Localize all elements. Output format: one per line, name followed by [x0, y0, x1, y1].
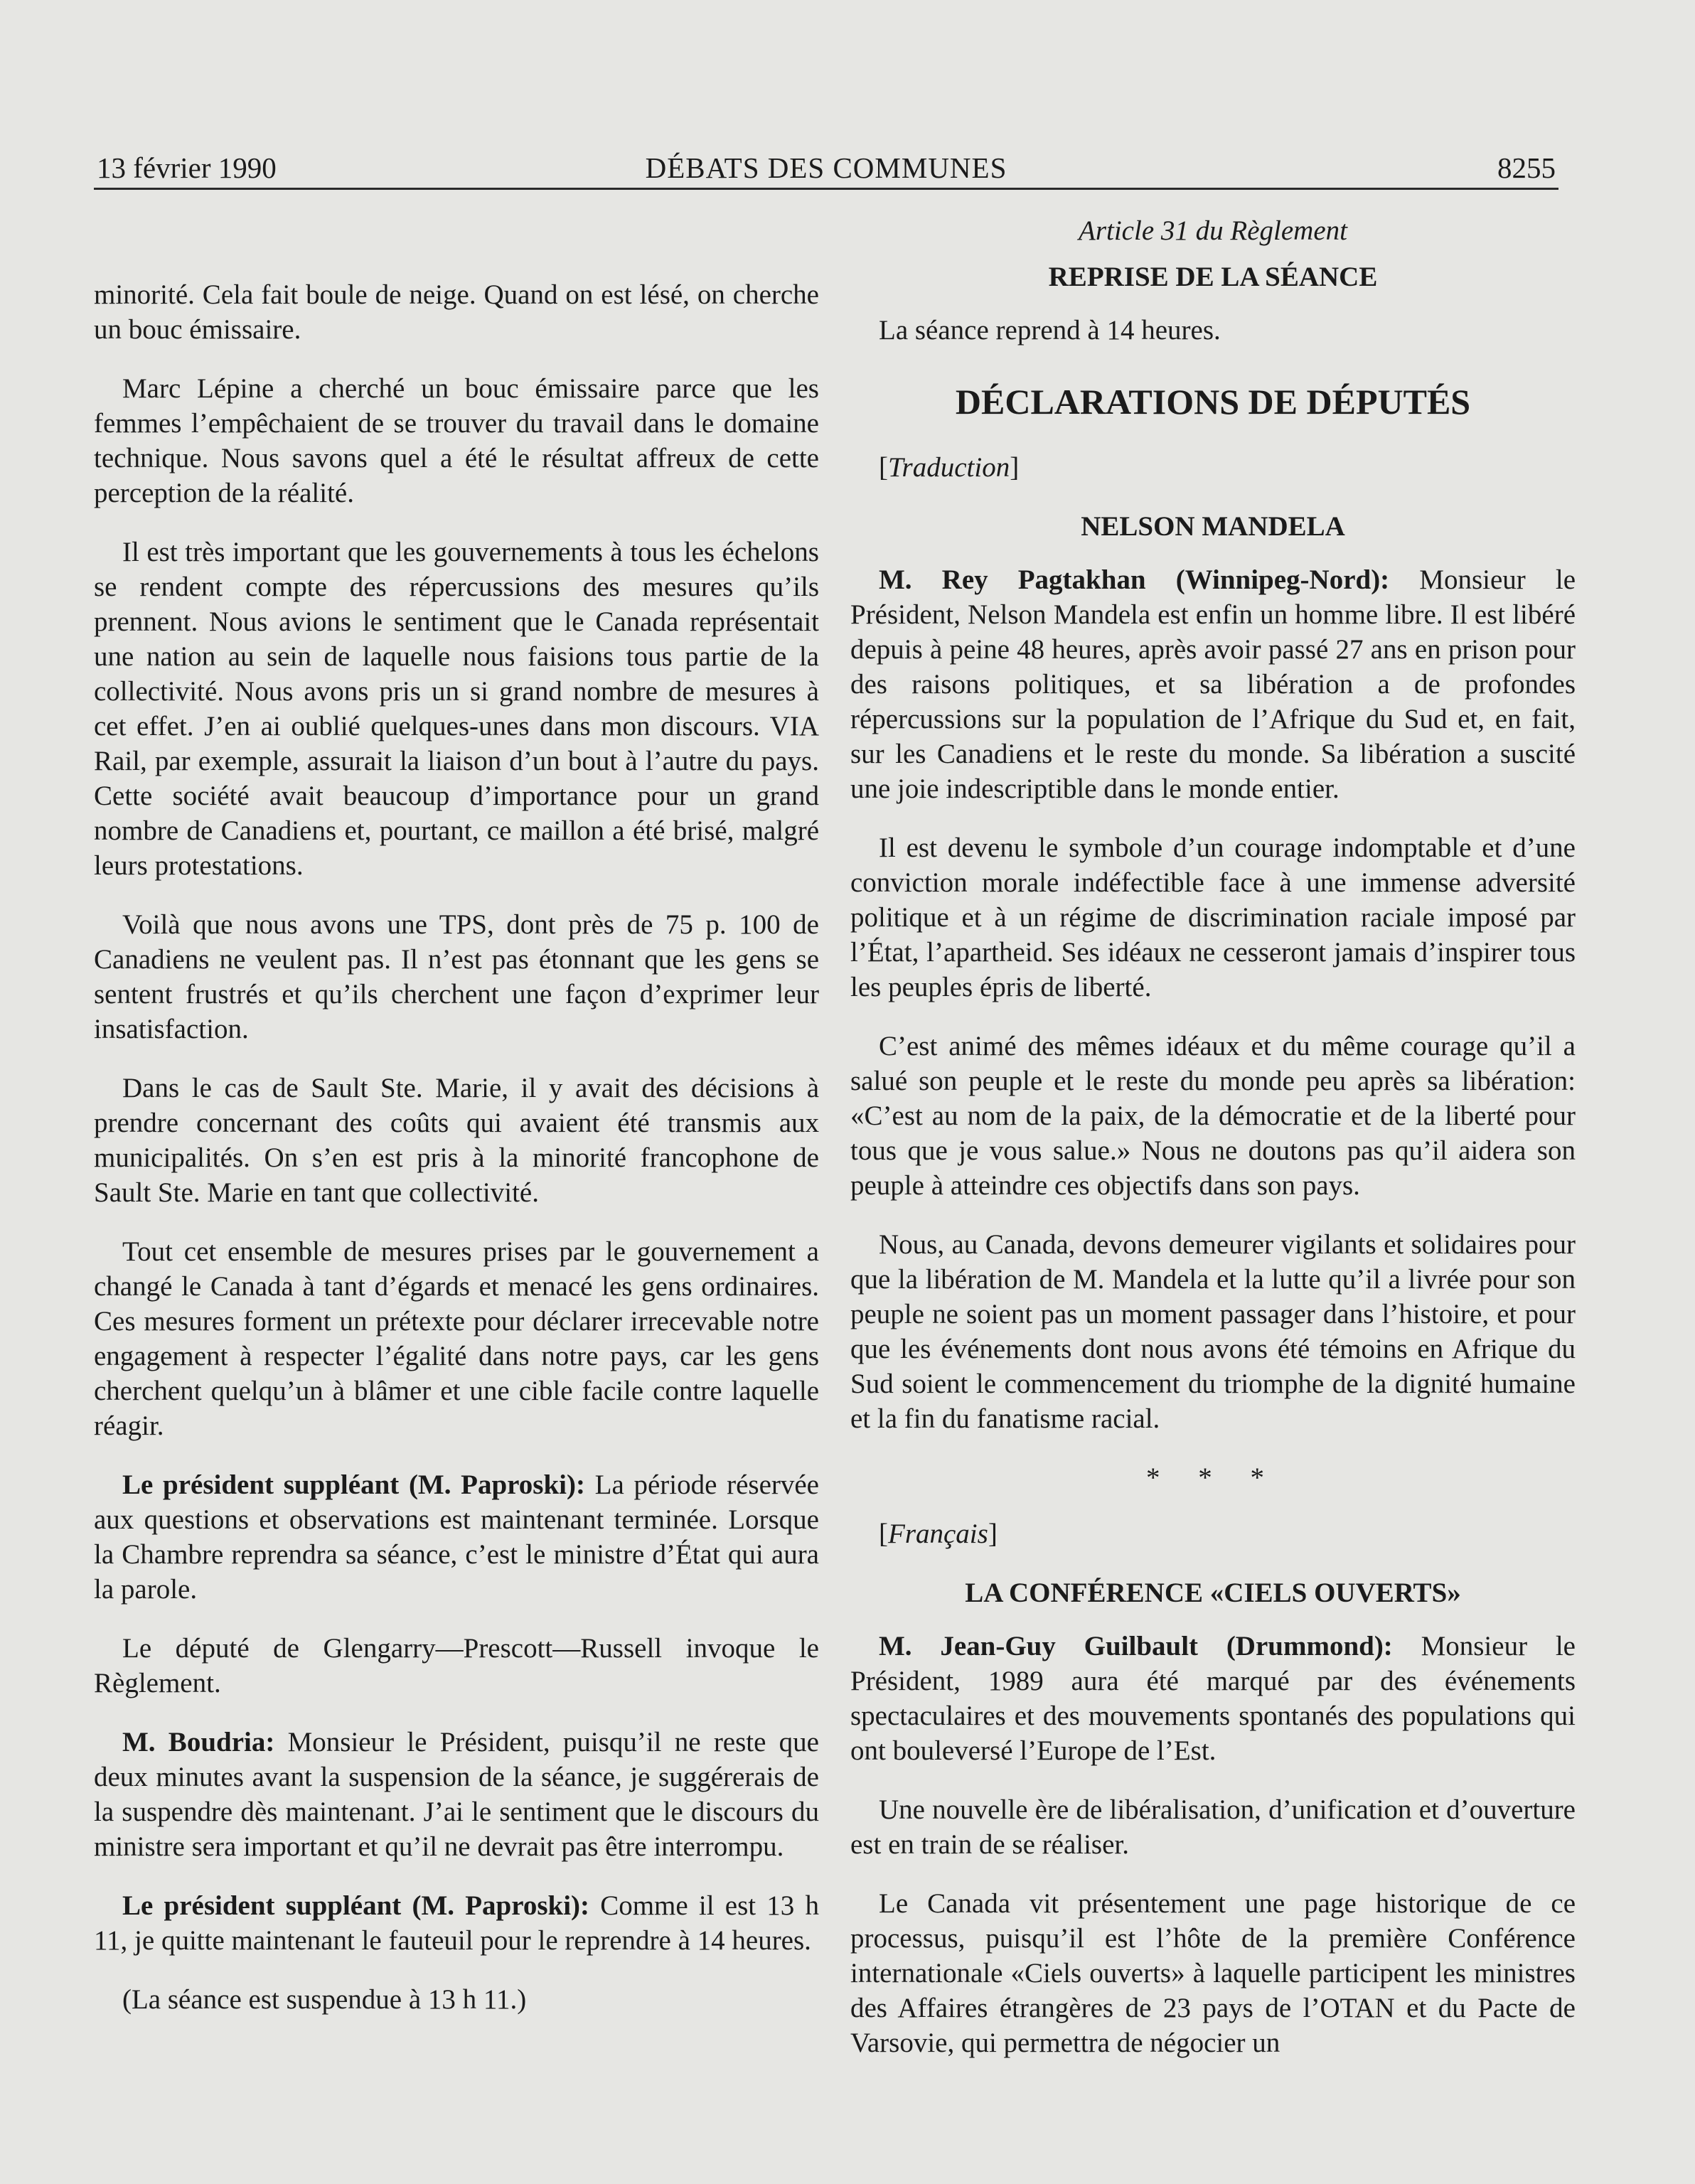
speaker-name: M. Boudria:	[122, 1727, 275, 1757]
paragraph: minorité. Cela fait boule de neige. Quand on est lésé, on cherche un bouc émissaire.	[94, 279, 819, 345]
speech-paragraph	[850, 562, 1576, 806]
speaker-name: M. Rey Pagtakhan (Winnipeg-Nord):	[879, 564, 1390, 595]
paragraph: Nous, au Canada, devons demeurer vigilants et solidaires pour que la libération de M. Mandela et la lutte qu’il a livrée pour son peuple ne soient pas un moment passager dans l’histoire, et pour que les événements dont nous avons été témoins en Afrique du Sud soient le commencement du triomphe de la dignité humaine et la fin du fanatisme racial.	[850, 1229, 1576, 1434]
paragraph: Il est très important que les gouvernements à tous les échelons se rendent compte des répercussions des mesures qu’ils prennent. Nous avions le sentiment que le Canada représentait une nation au sein de laquelle nous faisions tous partie de la collectivité. Nous avons pris un si grand nombre de mesures à cet effet. J’en ai oublié quelques-unes dans mon discours. VIA Rail, par exemple, assurait la liaison d’un bout à l’autre du pays. Cette société avait beaucoup d’importance pour un grand nombre de Canadiens et, pourtant, ce maillon a été brisé, malgré leurs protestations.	[94, 537, 819, 881]
left-column	[94, 277, 819, 2041]
speech-paragraph	[94, 1888, 819, 1958]
paragraph: Il est devenu le symbole d’un courage indomptable et d’une conviction morale indéfectible face à une immense adversité politique et à un régime de discrimination raciale imposé par l’État, l’apartheid. Ses idéaux ne cesseront jamais d’inspirer tous les peuples épris de liberté.	[850, 833, 1576, 1002]
paragraph: Marc Lépine a cherché un bouc émissaire parce que les femmes l’empêchaient de se trouver du travail dans le domaine technique. Nous savons quel a été le résultat affreux de cette perception de la réalité.	[94, 373, 819, 508]
speech-paragraph	[850, 1629, 1576, 1768]
speaker-name: M. Jean-Guy Guilbault (Drummond):	[879, 1631, 1393, 1661]
paragraph: C’est animé des mêmes idéaux et du même courage qu’il a salué son peuple et le reste du monde peu après sa libération: «C’est au nom de la paix, de la démocratie et de la liberté pour tous que je vous salue.» Nous ne doutons pas qu’il aidera son peuple à atteindre ces objectifs dans son pays.	[850, 1031, 1576, 1201]
language-tag: [Français]	[879, 1519, 998, 1549]
rule-reference: Article 31 du Règlement	[1079, 215, 1347, 246]
speaker-name: Le président suppléant (M. Paproski):	[122, 1890, 590, 1921]
paragraph: Le Canada vit présentement une page historique de ce processus, puisqu’il est l’hôte de la première Conférence internationale «Ciels ouverts» à laquelle participent les ministres des Affaires étrangères de 23 pays de l’OTAN et du Pacte de Varsovie, qui permettra de négocier un	[850, 1888, 1576, 2058]
page-header	[94, 148, 1558, 190]
speech-text: Monsieur le Président, puisqu’il ne reste que deux minutes avant la suspension de la séance, je suggérerais de la suspendre dès maintenant. J’ai le sentiment que le discours du ministre sera important et qu’il ne devrait pas être interrompu.	[94, 1727, 819, 1862]
speech-text: Comme il est 13 h 11, je quitte maintenant le fauteuil pour le reprendre à 14 heures.	[94, 1890, 819, 1956]
paragraph: Voilà que nous avons une TPS, dont près de 75 p. 100 de Canadiens ne veulent pas. Il n’est pas étonnant que les gens se sentent frustrés et qu’ils cherchent une façon d’exprimer leur insatisfaction.	[94, 909, 819, 1044]
paragraph: Le député de Glengarry—Prescott—Russell invoque le Règlement.	[94, 1633, 819, 1698]
language-tag-text: Traduction	[888, 452, 1010, 483]
language-tag: [Traduction]	[879, 452, 1020, 483]
header-title: DÉBATS DES COMMUNES	[645, 151, 1007, 184]
paragraph: Dans le cas de Sault Ste. Marie, il y avait des décisions à prendre concernant des coûts qui avaient été transmis aux municipalités. On s’en est pris à la minorité francophone de Sault Ste. Marie en tant que collectivité.	[94, 1073, 819, 1208]
paragraph: (La séance est suspendue à 13 h 11.)	[122, 1984, 527, 2015]
speech-paragraph	[94, 1725, 819, 1864]
speech-text: Monsieur le Président, Nelson Mandela est enfin un homme libre. Il est libéré depuis à peine 48 heures, après avoir passé 27 ans en prison pour des raisons politiques, et sa libération a de profondes répercussions sur la population de l’Afrique du Sud et, en fait, sur les Canadiens et le reste du monde. Sa libération a suscité une joie indescriptible dans le monde entier.	[850, 564, 1576, 804]
paragraph: Une nouvelle ère de libéralisation, d’unification et d’ouverture est en train de se réaliser.	[850, 1794, 1576, 1860]
speech-text: La période réservée aux questions et observations est maintenant terminée. Lorsque la Chambre reprendra sa séance, c’est le ministre d’État qui aura la parole.	[94, 1470, 819, 1605]
header-date: 13 février 1990	[97, 151, 277, 184]
speaker-name: Le président suppléant (M. Paproski):	[122, 1470, 585, 1500]
section-heading: LA CONFÉRENCE «CIELS OUVERTS»	[965, 1578, 1461, 1608]
paragraph: La séance reprend à 14 heures.	[879, 315, 1221, 346]
language-tag-text: Français	[888, 1519, 988, 1549]
section-heading: NELSON MANDELA	[1081, 511, 1345, 542]
header-page-number: 8255	[1497, 151, 1556, 184]
section-separator: * * *	[1146, 1462, 1280, 1493]
paragraph: Tout cet ensemble de mesures prises par le gouvernement a changé le Canada à tant d’égards et menacé les gens ordinaires. Ces mesures forment un prétexte pour déclarer irrecevable notre engagement à respecter l’égalité dans notre pays, car les gens cherchent quelqu’un à blâmer et une cible facile contre laquelle réagir.	[94, 1236, 819, 1441]
right-column	[850, 213, 1576, 2084]
section-heading: REPRISE DE LA SÉANCE	[1048, 262, 1378, 292]
speech-paragraph	[94, 1467, 819, 1607]
speech-text: Monsieur le Président, 1989 aura été marqué par des événements spectaculaires et des mouvements spontanés des populations qui ont bouleversé l’Europe de l’Est.	[850, 1631, 1576, 1766]
main-heading: DÉCLARATIONS DE DÉPUTÉS	[955, 382, 1471, 422]
